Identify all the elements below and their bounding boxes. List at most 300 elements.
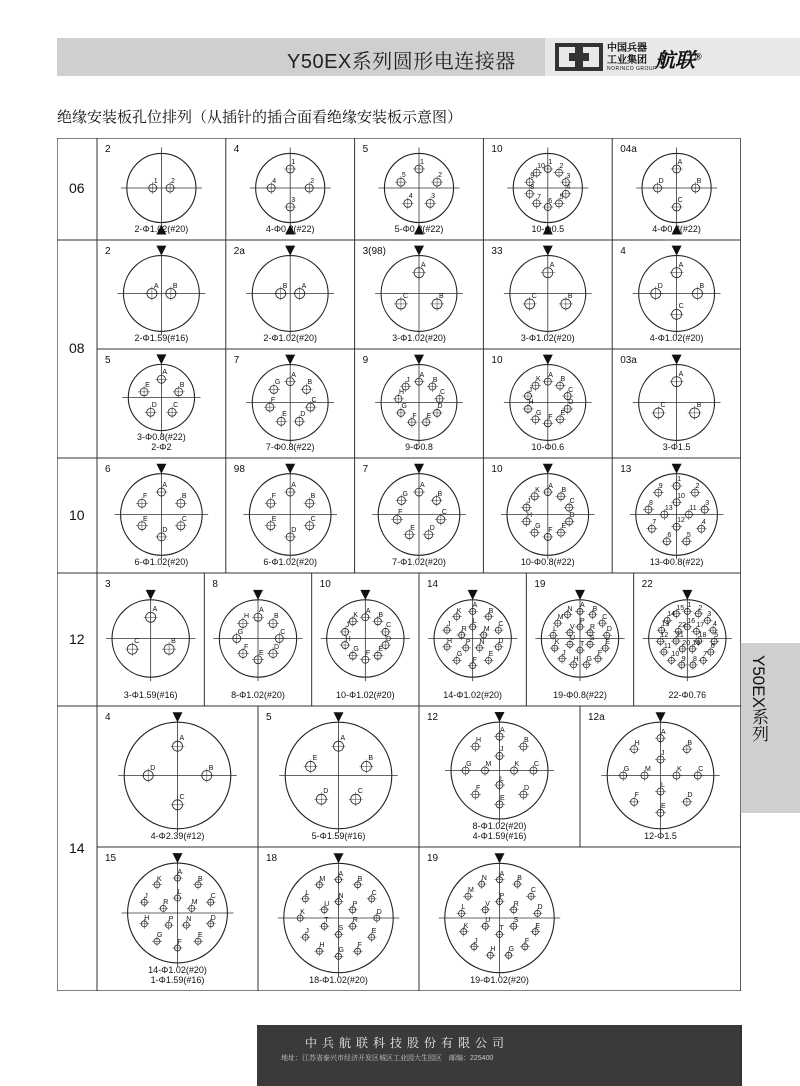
pin-label-r08c7-C: C [311,397,317,405]
brand-name: 航联 [655,50,695,72]
layout-number-1-6: 7 [233,355,240,366]
pin-label-r08c1-A: A [153,282,159,290]
pin-label-r08c10-B: B [696,401,702,409]
pin-label-r06c4-3: 3 [566,172,571,180]
pin-label-r10c5-12: 12 [677,517,685,525]
pin-label-r08c5-A: A [678,261,684,269]
layout-number-0-0: 2 [105,144,111,155]
pin-label-r14c6-K: K [300,909,305,916]
pin-label-r08c10-A: A [678,370,684,378]
pin-label-r06c4-8: 8 [530,184,535,192]
pin-label-r08c7-D: D [300,411,306,419]
pin-label-r08c6-E: E [145,381,150,389]
layout-grid [57,138,741,991]
pin-label-r12c3-C: C [386,622,392,630]
key-marker-1-8 [543,355,553,365]
pin-label-r14c1-B: B [208,764,214,772]
key-marker-1-1 [285,246,295,256]
side-tab-label: Y50EX系列 [749,655,768,742]
pin-label-r08c6-B: B [179,381,185,389]
registered-mark: ® [695,51,702,62]
pin-label-r10c4-B: B [561,486,567,494]
pin-label-r14c7-M: M [467,887,474,895]
pin-label-r12c4-N: N [479,638,485,646]
pin-label-r08c7-A: A [291,371,296,379]
pin-label-r10c4-F: F [548,527,553,535]
caption-2-0: 6-Φ1.02(#20) [134,557,189,567]
pin-label-r14c6-E: E [371,928,377,936]
layout-number-0-2: 5 [362,144,369,155]
norinco-logo-icon [555,42,603,72]
pin-label-r08c9-A: A [548,372,553,380]
key-marker-1-3 [543,246,553,256]
pin-label-r14c4-H: H [634,739,640,747]
pin-label-r12c6-3: 3 [707,611,712,619]
pin-label-r10c5-5: 5 [686,531,691,539]
pin-label-r10c4-A: A [548,482,553,490]
pin-label-r12c2-H: H [243,613,250,621]
pin-label-r14c6-M: M [319,875,326,883]
pin-label-r14c2-B: B [368,755,374,763]
pin-label-r14c7-B: B [517,875,522,883]
pin-label-r12c5-U: U [569,635,576,643]
pin-label-r14c7-T: T [499,925,504,933]
page-title: Y50EX系列圆形电连接器 [287,51,516,73]
key-marker-1-6 [285,355,295,365]
pin-label-r08c8-B: B [432,377,438,385]
pin-label-r12c3-J: J [345,622,350,630]
key-marker-2-2 [414,464,424,474]
pin-label-r10c1-D: D [162,526,168,534]
pin-label-r10c5-2: 2 [695,483,700,491]
pin-label-r12c2-E: E [259,649,264,657]
logo-text-en: NORINCO GROUP [607,66,657,72]
pin-label-r06c5-B: B [696,178,702,185]
pin-label-r14c2-C: C [357,788,363,796]
caption-3-4: 19-Φ0.8(#22) [553,690,607,700]
caption-4-1: 5-Φ1.59(#16) [311,831,366,841]
caption2-1-5: 2-Φ2 [151,442,172,452]
pin-label-r14c5-A: A [177,869,183,877]
row-label-06: 06 [69,180,85,196]
pin-label-r12c6-20: 20 [682,639,691,647]
pin-label-r08c8-F: F [412,412,417,420]
pin-label-r12c6-4: 4 [713,621,717,629]
layout-number-0-3: 10 [491,144,503,155]
layout-number-1-1: 2a [233,246,245,257]
pin-label-r14c4-G: G [623,766,630,773]
pin-label-r12c4-C: C [498,621,504,629]
pin-label-r10c1-F: F [142,493,148,501]
caption-2-2: 7-Φ1.02(#20) [392,557,446,567]
caption-0-4: 4-Φ0.8(#22) [652,224,701,234]
pin-label-r12c6-1: 1 [687,602,692,610]
caption-4-3: 12-Φ1.5 [644,831,677,841]
pin-label-r14c5-D: D [210,914,216,922]
layout-number-1-0: 2 [105,246,111,257]
layout-number-2-3: 10 [491,464,503,475]
section-title: 绝缘安装板孔位排列（从插针的插合面看绝缘安装板示意图） [57,109,463,126]
key-marker-4-4 [173,853,183,863]
pin-label-r08c2-B: B [282,282,288,290]
caption-1-0: 2-Φ1.59(#16) [134,333,189,343]
pin-label-r12c2-G: G [237,628,244,636]
pin-label-r12c2-B: B [274,613,279,621]
row-label-12: 12 [69,630,85,647]
pin-label-r08c4-C: C [531,292,537,300]
pin-label-r14c5-L: L [177,889,182,897]
pin-label-r08c4-A: A [549,261,555,269]
caption-4-5: 18-Φ1.02(#20) [309,975,368,985]
pin-label-r06c3-3: 3 [431,193,436,201]
pin-label-r12c3-E: E [378,646,383,654]
key-marker-3-2 [360,590,370,600]
pin-label-r10c5-8: 8 [648,500,653,508]
pin-label-r14c7-U: U [485,917,491,925]
pin-label-r08c4-B: B [567,292,573,300]
pin-label-r06c1-1: 1 [153,178,158,185]
pin-label-r12c5-N: N [567,605,573,613]
layout-number-4-0: 4 [105,712,111,723]
pin-label-r08c5-C: C [678,303,684,311]
pin-label-r14c3-G: G [466,761,472,768]
pin-label-r06c2-4: 4 [272,178,277,185]
pin-label-r08c9-H: H [528,399,534,407]
pin-label-r14c1-D: D [150,764,156,772]
pin-label-r06c2-2: 2 [310,178,315,185]
pin-label-r14c7-J: J [474,937,478,945]
layout-number-4-3: 12a [588,712,605,723]
layout-number-3-1: 8 [212,579,218,590]
pin-label-r12c3-B: B [378,611,383,619]
pin-label-r14c5-H: H [144,914,150,922]
pin-label-r14c4-J: J [661,750,665,758]
pin-label-r12c5-C: C [602,614,608,622]
pin-label-r12c4-L: L [472,617,477,625]
pin-label-r14c5-C: C [210,893,216,901]
page-footer [257,1025,741,1086]
pin-label-r12c5-A: A [580,602,585,610]
pin-label-r06c4-1: 1 [548,159,553,167]
pin-label-r14c3-C: C [533,761,539,768]
pin-label-r10c2-A: A [291,482,296,490]
pin-label-r14c4-K: K [676,766,682,773]
pin-label-r12c2-F: F [243,643,249,651]
pin-label-r10c3-G: G [402,490,408,498]
pin-label-r08c6-C: C [173,402,179,410]
row-label-08: 08 [69,340,85,356]
pin-label-r10c5-13: 13 [664,505,673,512]
pin-label-r06c4-4: 4 [566,184,571,192]
pin-label-r06c4-7: 7 [537,193,542,201]
pin-label-r08c7-G: G [274,379,281,387]
pin-label-r08c9-C: C [568,386,574,394]
layout-number-2-4: 13 [620,464,632,475]
caption-0-1: 4-Φ0.8(#22) [265,224,315,234]
pin-label-r14c3-M: M [485,761,492,768]
layout-number-1-9: 03a [620,355,637,366]
pin-label-r12c6-2: 2 [698,604,703,612]
pin-label-r12c4-K: K [456,607,462,615]
pin-label-r08c7-E: E [282,411,287,419]
pin-label-r12c2-D: D [274,643,280,651]
pin-label-r14c2-D: D [323,788,329,796]
pin-label-r06c5-A: A [677,158,683,166]
page-header [57,38,800,76]
pin-label-r10c5-1: 1 [677,476,681,484]
pin-label-r10c1-E: E [142,515,148,523]
caption-2-1: 6-Φ1.02(#20) [263,557,318,567]
pin-label-r10c5-9: 9 [658,483,663,491]
pin-label-r14c3-K: K [514,761,520,768]
pin-label-r14c2-A: A [340,735,346,743]
pin-label-r10c4-J: J [526,498,531,506]
pin-label-r12c2-C: C [280,628,286,636]
pin-label-r12c6-8: 8 [692,655,697,663]
pin-label-r14c7-S: S [513,917,519,925]
pin-label-r08c7-F: F [270,397,276,405]
layout-number-3-2: 10 [319,579,331,590]
pin-label-r14c4-B: B [687,739,693,747]
pin-label-r14c6-P: P [352,900,358,908]
pin-label-r12c4-G: G [456,651,463,659]
pin-label-r14c6-U: U [324,900,330,908]
pin-label-r14c4-D: D [687,792,693,800]
layout-number-4-2: 12 [427,712,439,723]
pin-label-r08c6-D: D [151,402,157,410]
pin-label-r12c5-F: F [597,649,603,657]
pin-label-r08c3-C: C [402,292,408,300]
pin-label-r12c3-G: G [353,646,359,654]
row-label-10: 10 [69,506,85,523]
caption-1-8: 10-Φ0.6 [531,442,565,452]
key-marker-1-0 [156,246,166,256]
pin-label-r06c5-D: D [658,178,664,185]
pin-label-r08c8-A: A [419,372,425,380]
pin-label-r12c3-F: F [365,650,371,658]
caption-2-3: 10-Φ0.8(#22) [520,557,575,567]
pin-label-r06c2-1: 1 [291,158,296,166]
company-logo [545,38,800,76]
pin-label-r14c5-K: K [156,875,162,883]
pin-label-r14c3-E: E [500,794,505,802]
pin-label-r12c6-17: 17 [696,622,705,630]
layout-number-2-2: 7 [362,464,369,475]
pin-label-r12c6-14: 14 [667,611,676,619]
pin-label-r12c5-S: S [590,635,595,643]
pin-label-r06c4-9: 9 [530,172,535,180]
pin-label-r12c3-D: D [386,635,392,643]
pin-label-r12c5-R: R [590,623,596,631]
pin-label-r12c6-15: 15 [676,604,685,612]
pin-label-r08c8-G: G [401,403,407,411]
pin-label-r10c5-4: 4 [701,519,706,527]
logo-text-cn-2: 工业集团 [607,55,647,66]
pin-label-r08c9-K: K [536,376,541,384]
layout-number-4-1: 5 [266,712,272,723]
layout-number-4-5: 18 [266,853,278,864]
pin-label-r10c2-D: D [291,526,297,534]
pin-label-r12c5-M: M [557,614,564,622]
layout-number-2-0: 6 [105,464,111,475]
pin-label-r08c5-B: B [699,282,705,290]
pin-label-r10c2-C: C [310,515,316,523]
caption-1-7: 9-Φ0.8 [405,442,433,452]
pin-label-r12c6-12: 12 [660,632,669,640]
key-marker-3-4 [575,590,585,600]
pin-label-r12c4-A: A [472,602,478,610]
pin-label-r12c3-H: H [345,635,351,643]
pin-label-r14c7-A: A [499,870,505,878]
key-marker-2-4 [672,464,682,474]
pin-label-r14c7-P: P [499,892,505,900]
pin-label-r12c4-M: M [483,625,490,633]
pin-label-r06c3-5: 5 [401,172,406,180]
key-marker-2-3 [543,464,553,474]
pin-label-r12c6-5: 5 [714,632,719,640]
pin-label-r10c1-C: C [181,515,187,523]
footer-company: 中兵航联科技股份有限公司 [305,1036,510,1050]
pin-label-r12c5-H: H [573,655,579,663]
pin-label-r12c1-C: C [134,638,140,646]
layout-number-0-1: 4 [233,144,240,155]
key-marker-1-9 [672,355,682,365]
pin-label-r14c6-C: C [371,889,377,897]
side-tab [740,643,800,813]
caption-4-6: 19-Φ1.02(#20) [470,975,529,985]
key-marker-4-2 [495,712,505,722]
pin-label-r12c5-G: G [586,655,592,663]
pin-label-r10c2-E: E [271,515,277,523]
layout-number-1-7: 9 [362,355,369,366]
pin-label-r12c4-B: B [488,607,494,615]
pin-label-r14c6-D: D [376,909,382,916]
pin-label-r06c4-2: 2 [559,163,564,171]
caption2-4-4: 1-Φ1.59(#16) [150,975,205,985]
caption-0-3: 10-Φ0.5 [531,224,565,234]
pin-label-r14c6-F: F [357,942,362,950]
pin-label-r12c4-J: J [446,621,451,629]
pin-label-r14c6-N: N [338,892,344,900]
pin-label-r12c3-A: A [365,607,371,615]
pin-label-r14c7-E: E [535,922,540,930]
pin-label-r10c1-B: B [181,493,187,501]
pin-label-r14c6-T: T [324,917,329,925]
pin-label-r14c5-P: P [168,916,174,924]
pin-label-r14c3-D: D [523,784,530,792]
footer-address: 地址：江苏省泰兴市经济开发区城区工业园大生园区 邮编：225400 [281,1055,494,1062]
pin-label-r08c9-D: D [568,399,574,407]
caption-3-2: 10-Φ1.02(#20) [335,690,395,700]
pin-label-r14c6-J: J [305,928,309,936]
pin-label-r10c4-K: K [535,486,540,494]
layout-number-4-4: 15 [105,853,117,864]
pin-label-r14c6-B: B [357,875,363,883]
layout-number-3-3: 14 [427,579,439,590]
pin-label-r14c7-G: G [508,946,515,954]
layout-number-1-8: 10 [491,355,503,366]
pin-label-r08c9-B: B [560,376,566,384]
pin-label-r14c7-D: D [537,904,543,912]
pin-label-r12c1-A: A [152,606,158,614]
pin-label-r14c3-A: A [500,727,505,735]
pin-label-r08c8-C: C [440,389,446,397]
pin-label-r06c2-3: 3 [291,197,296,204]
pin-label-r14c7-N: N [481,875,487,883]
pin-label-r06c5-C: C [677,197,683,204]
pin-label-r06c4-6: 6 [548,197,553,205]
key-marker-1-2 [414,246,424,256]
pin-label-r14c6-R: R [352,917,358,925]
key-marker-4-6 [495,853,505,863]
pin-label-r08c1-B: B [172,282,178,290]
pin-label-r06c3-1: 1 [420,158,424,166]
pin-label-r14c5-G: G [156,932,163,940]
pin-label-r10c5-7: 7 [652,519,657,527]
pin-label-r14c4-M: M [645,766,651,773]
pin-label-r08c8-J: J [406,377,410,385]
pin-label-r14c5-F: F [177,938,182,946]
caption-4-4: 14-Φ1.02(#20) [148,965,207,975]
pin-label-r14c4-C: C [698,766,704,773]
caption2-4-2: 4-Φ1.59(#16) [472,831,527,841]
pin-label-r12c6-21: 21 [676,632,684,640]
pin-label-r06c4-5: 5 [559,193,564,201]
pin-label-r14c2-E: E [312,755,318,763]
pin-label-r14c1-A: A [179,735,185,743]
pin-label-r14c7-V: V [485,900,490,908]
pin-label-r10c3-B: B [437,490,443,498]
layout-number-3-5: 22 [641,579,653,590]
pin-label-r10c5-6: 6 [667,531,672,539]
caption-1-3: 3-Φ1.02(#20) [520,333,575,343]
pin-label-r12c6-22: 22 [678,622,687,630]
caption-3-1: 8-Φ1.02(#20) [231,690,285,700]
pin-label-r12c6-9: 9 [681,655,686,663]
pin-label-r10c5-10: 10 [677,492,685,500]
pin-label-r08c8-D: D [437,403,443,411]
layout-number-1-2: 3(98) [362,246,386,257]
pin-label-r12c5-K: K [554,639,560,647]
pin-label-r06c1-2: 2 [171,178,175,185]
pin-label-r14c6-A: A [338,870,344,878]
pin-label-r12c5-P: P [580,617,585,625]
pin-label-r14c5-B: B [198,875,203,883]
pin-label-r08c9-F: F [548,413,553,421]
pin-label-r12c4-D: D [498,637,504,645]
layout-number-3-4: 19 [534,579,546,590]
pin-label-r10c5-3: 3 [705,500,710,508]
pin-label-r08c9-E: E [560,409,566,417]
pin-label-r12c5-D: D [606,626,612,634]
key-marker-2-1 [285,464,295,474]
pin-label-r12c3-K: K [353,611,358,619]
pin-label-r12c5-J: J [562,649,566,657]
pin-label-r14c7-R: R [513,900,519,908]
layout-number-3-0: 3 [105,579,111,590]
caption-0-0: 2-Φ1.02(#20) [134,224,189,234]
pin-label-r08c8-H: H [398,389,405,397]
layout-number-4-6: 19 [427,853,439,864]
pin-label-r08c3-A: A [421,261,426,269]
key-marker-2-0 [156,464,166,474]
key-marker-1-7 [414,355,424,365]
pin-label-r10c4-D: D [569,511,575,519]
pin-label-r14c3-F: F [476,784,481,792]
pin-label-r08c7-B: B [307,379,313,387]
pin-label-r14c6-H: H [319,942,325,950]
key-marker-4-3 [656,712,666,722]
